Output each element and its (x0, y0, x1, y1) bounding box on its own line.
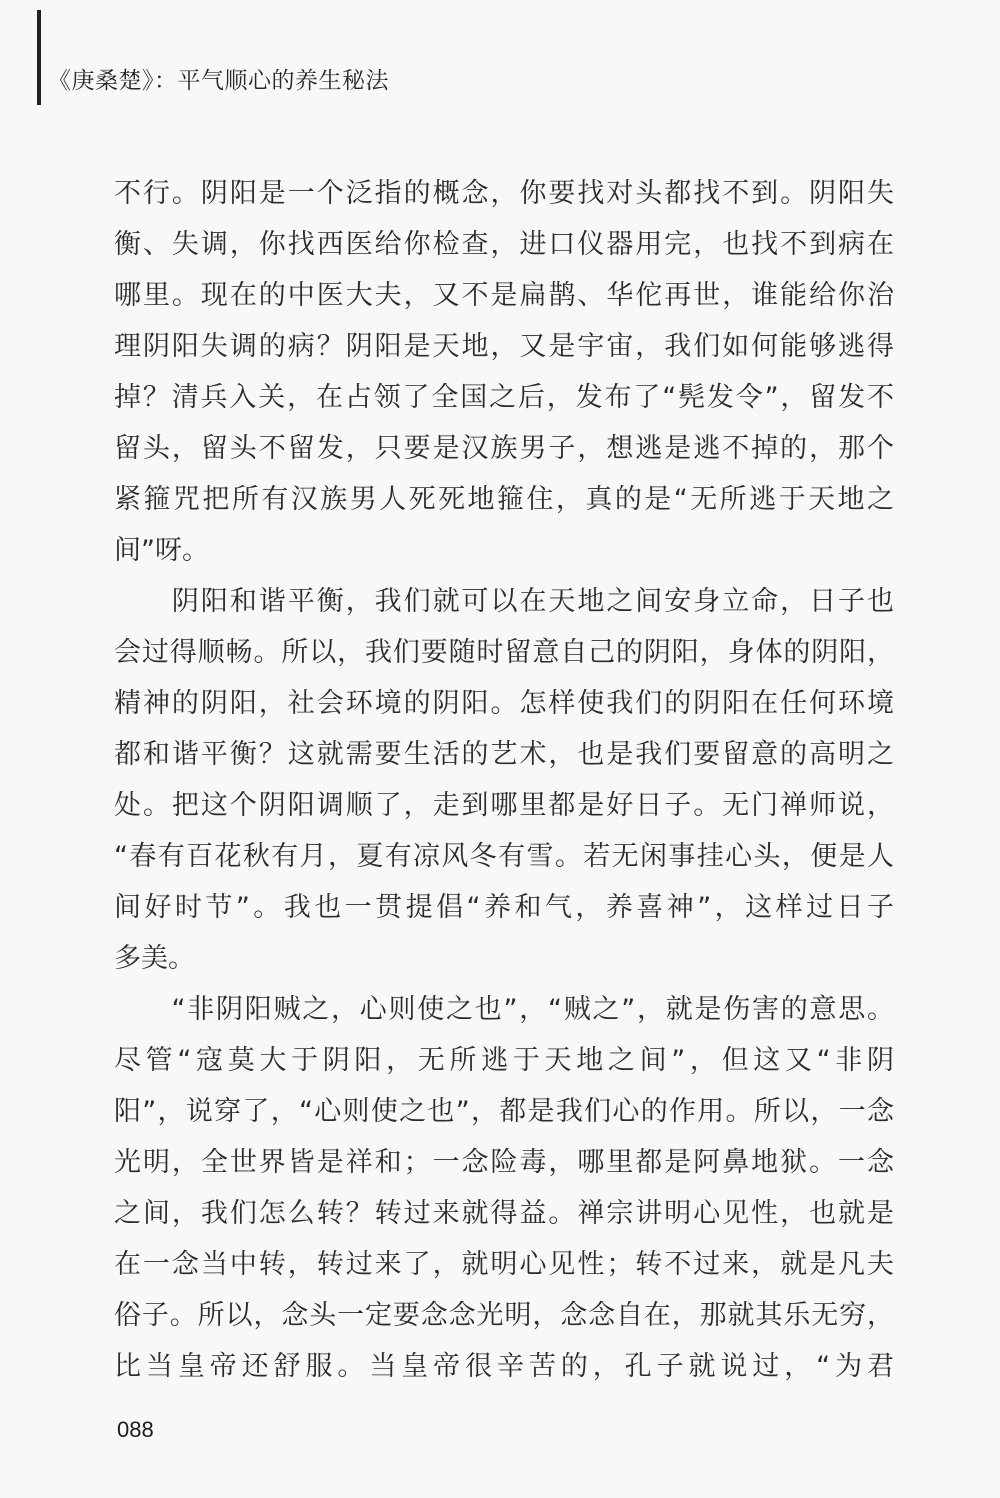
text-line: 紧箍咒把所有汉族男人死死地箍住，真的是“无所逃于天地之 (114, 484, 894, 515)
text-line: 会过得顺畅。所以，我们要随时留意自己的阴阳，身体的阴阳， (114, 637, 894, 668)
text-line: 间”呀。 (114, 535, 209, 566)
text-line: 光明，全世界皆是祥和；一念险毒，哪里都是阿鼻地狱。一念 (114, 1147, 894, 1178)
text-line: 衡、失调，你找西医给你检查，进口仪器用完，也找不到病在 (114, 229, 894, 260)
text-line: 留头，留头不留发，只要是汉族男子，想逃是逃不掉的，那个 (114, 433, 894, 464)
text-line: 尽管“寇莫大于阴阳，无所逃于天地之间”，但这又“非阴 (114, 1045, 894, 1076)
text-line: 之间，我们怎么转？转过来就得益。禅宗讲明心见性，也就是 (114, 1198, 894, 1229)
text-line: 哪里。现在的中医大夫，又不是扁鹊、华佗再世，谁能给你治 (114, 280, 894, 311)
text-line: 理阴阳失调的病？阴阳是天地，又是宇宙，我们如何能够逃得 (114, 331, 894, 362)
text-line: 阳”，说穿了，“心则使之也”，都是我们心的作用。所以，一念 (114, 1096, 894, 1127)
text-line: 多美。 (114, 943, 195, 974)
text-line: 掉？清兵入关，在占领了全国之后，发布了“髡发令”，留发不 (114, 382, 894, 413)
header-rule (37, 10, 41, 105)
running-header-title: 《庚桑楚》：平气顺心的养生秘法 (48, 68, 389, 94)
text-line: 在一念当中转，转过来了，就明心见性；转不过来，就是凡夫 (114, 1249, 894, 1280)
text-line: 俗子。所以，念头一定要念念光明，念念自在，那就其乐无穷， (114, 1300, 894, 1331)
text-line: 不行。阴阳是一个泛指的概念，你要找对头都找不到。阴阳失 (114, 178, 894, 209)
text-line: 间好时节”。我也一贯提倡“养和气，养喜神”，这样过日子 (114, 892, 894, 923)
text-line: “春有百花秋有月，夏有凉风冬有雪。若无闲事挂心头，便是人 (114, 841, 894, 872)
text-line: 都和谐平衡？这就需要生活的艺术，也是我们要留意的高明之 (114, 739, 894, 770)
text-line: “非阴阳贼之，心则使之也”，“贼之”，就是伤害的意思。 (114, 994, 894, 1025)
text-line: 精神的阴阳，社会环境的阴阳。怎样使我们的阴阳在任何环境 (114, 688, 894, 719)
text-line: 比当皇帝还舒服。当皇帝很辛苦的，孔子就说过，“为君 (114, 1351, 894, 1382)
text-line: 处。把这个阴阳调顺了，走到哪里都是好日子。无门禅师说， (114, 790, 894, 821)
text-line: 阴阳和谐平衡，我们就可以在天地之间安身立命，日子也 (114, 586, 894, 617)
page-number: 088 (117, 1417, 154, 1442)
body-text (114, 168, 894, 1392)
